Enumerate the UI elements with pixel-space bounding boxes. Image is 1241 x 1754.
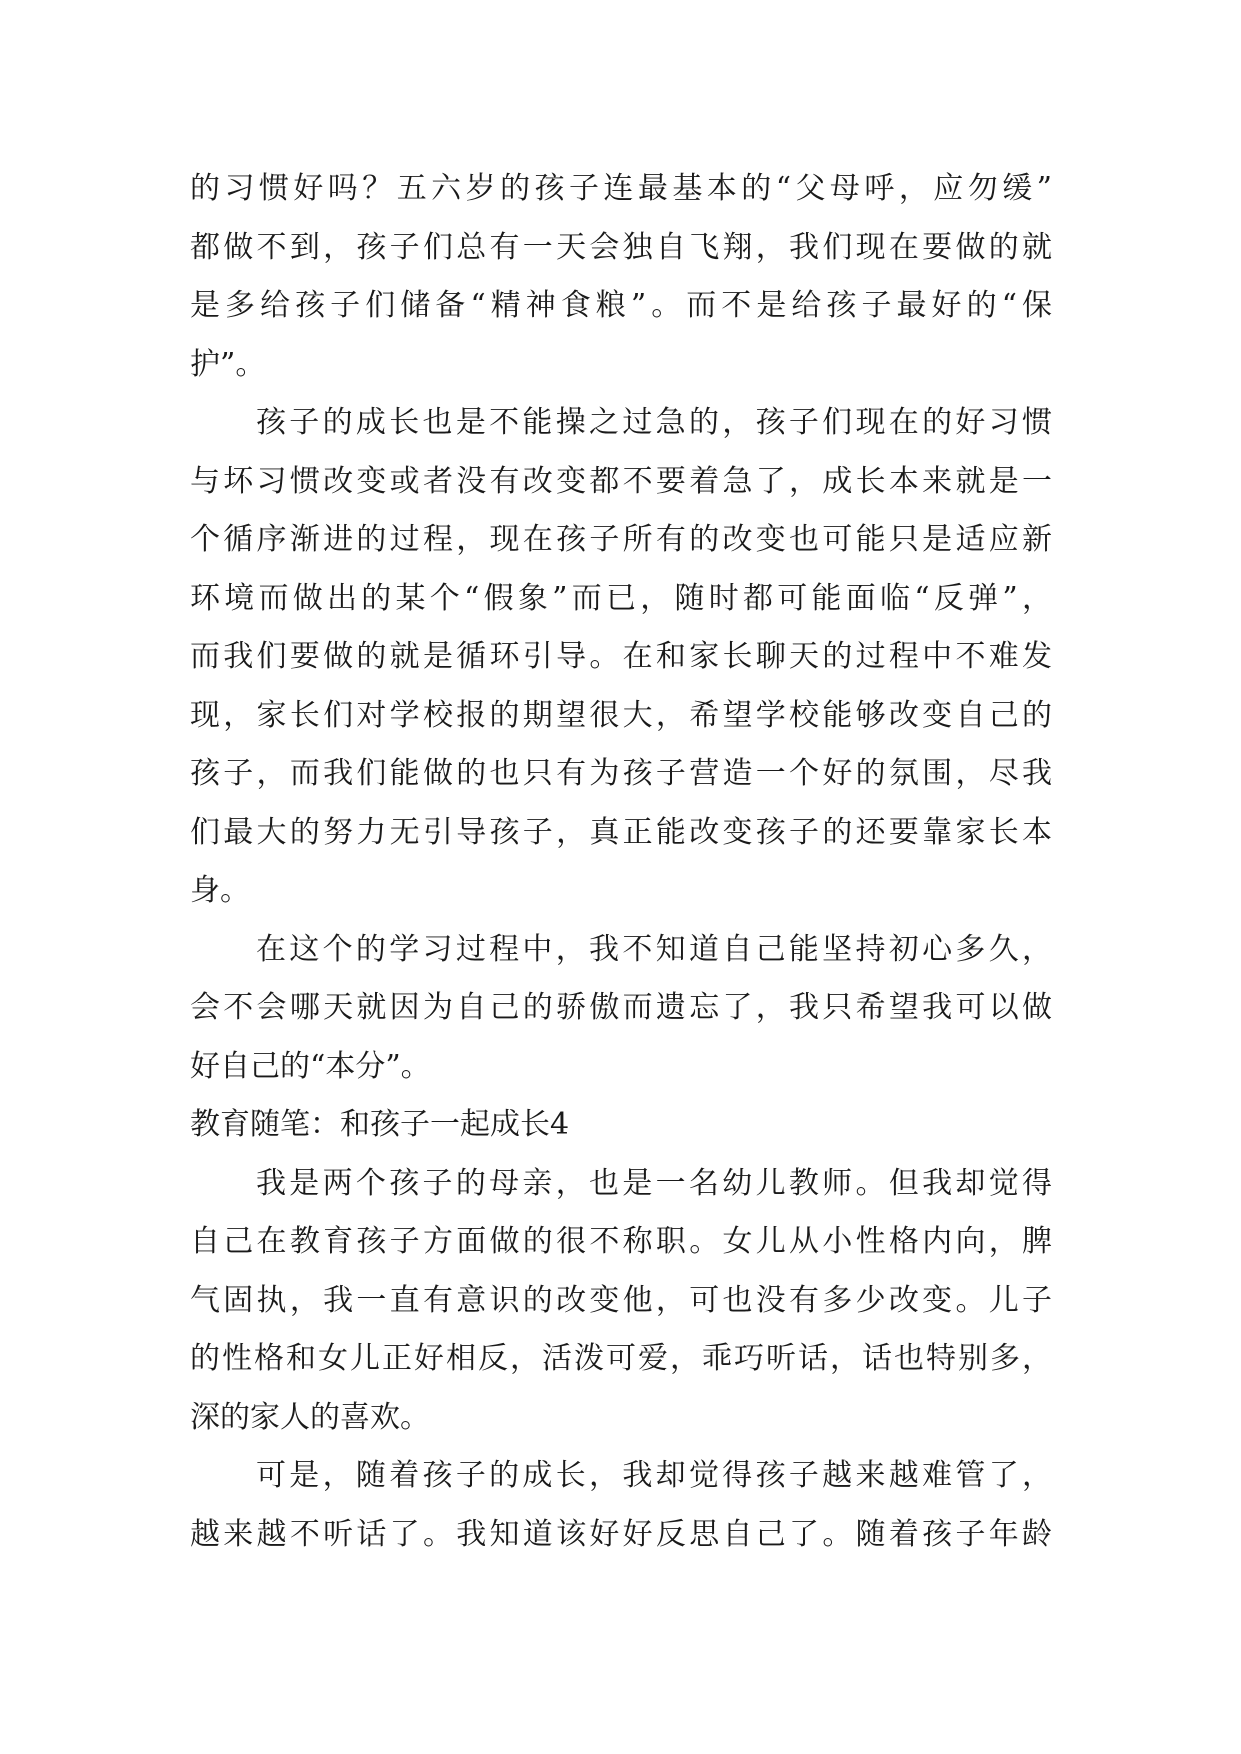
text-line: 们最大的努力无引导孩子，真正能改变孩子的还要靠家长本 [190, 814, 1052, 850]
text-line: 环境而做出的某个“假象”而已，随时都可能面临“反弹”， [190, 580, 1052, 616]
text-line: 孩子，而我们能做的也只有为孩子营造一个好的氛围，尽我 [190, 756, 1052, 791]
text-line: 是多给孩子们储备“精神食粮”。而不是给孩子最好的“保 [190, 288, 1052, 323]
text-line: 个循序渐进的过程，现在孩子所有的改变也可能只是适应新 [190, 522, 1052, 557]
text-line: 护”。 [190, 346, 266, 382]
text-line: 身。 [190, 873, 250, 908]
text-line: 越来越不听话了。我知道该好好反思自己了。随着孩子年龄 [190, 1516, 1052, 1552]
text-line: 自己在教育孩子方面做的很不称职。女儿从小性格内向，脾 [190, 1224, 1052, 1259]
section-heading: 教育随笔：和孩子一起成长4 [190, 1107, 570, 1142]
text-line: 现，家长们对学校报的期望很大，希望学校能够改变自己的 [190, 697, 1052, 733]
text-line: 都做不到，孩子们总有一天会独自飞翔，我们现在要做的就 [190, 229, 1052, 265]
text-line: 的习惯好吗？五六岁的孩子连最基本的“父母呼，应勿缓” [190, 171, 1052, 206]
document-body [190, 160, 1052, 1564]
text-line: 深的家人的喜欢。 [190, 1399, 430, 1435]
text-line: 而我们要做的就是循环引导。在和家长聊天的过程中不难发 [190, 639, 1052, 674]
text-line: 与坏习惯改变或者没有改变都不要着急了，成长本来就是一 [190, 463, 1052, 499]
text-line: 气固执，我一直有意识的改变他，可也没有多少改变。儿子 [190, 1282, 1052, 1318]
text-line: 在这个的学习过程中，我不知道自己能坚持初心多久， [256, 931, 1052, 967]
text-line: 我是两个孩子的母亲，也是一名幼儿教师。但我却觉得 [256, 1165, 1052, 1201]
text-line: 可是，随着孩子的成长，我却觉得孩子越来越难管了， [256, 1458, 1052, 1493]
text-line: 孩子的成长也是不能操之过急的，孩子们现在的好习惯 [256, 405, 1052, 440]
text-line: 的性格和女儿正好相反，活泼可爱，乖巧听话，话也特别多， [190, 1341, 1052, 1376]
text-line: 好自己的“本分”。 [190, 1048, 431, 1084]
text-line: 会不会哪天就因为自己的骄傲而遗忘了，我只希望我可以做 [190, 990, 1052, 1025]
